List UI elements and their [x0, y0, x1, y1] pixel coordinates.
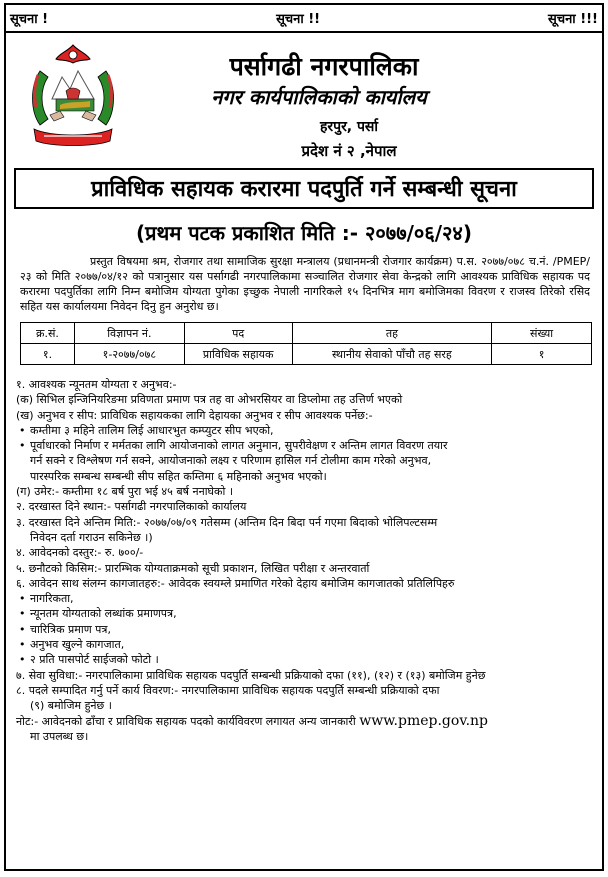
requirement-line: ७. सेवा सुविधा:- नगरपालिकामा प्राविधिक सहायक पदपुर्ति सम्बन्धी प्रक्रियाको दफा (११), (१२) र (१३) बमोजिम हुनेछ — [16, 668, 486, 682]
pmep-website-link[interactable]: www.pmep.gov.np — [359, 712, 488, 729]
notice-title: प्राविधिक सहायक करारमा पदपुर्ति गर्ने सम्बन्धी सूचना — [14, 168, 594, 209]
vacancy-table — [20, 322, 592, 365]
requirement-line: २. दरखास्त दिने स्थान:- पर्सागढी नगरपालिकाको कार्यालय — [16, 500, 247, 514]
notice-topbar — [6, 5, 602, 33]
document-bullet: • २ प्रति पासपोर्ट साईजको फोटो । — [16, 652, 594, 667]
requirement-line: पारस्परिक सम्बन्ध सम्बन्धी सीप सहित कम्तिमा ६ महिनाको अनुभव भएको। — [30, 469, 327, 483]
publication-date: (प्रथम पटक प्रकाशित मिति :- २०७७/०६/२४) — [136, 221, 472, 245]
document-bullet: • नागरिकता, — [16, 591, 594, 606]
requirement-line: गर्न सक्ने र विश्लेषण गर्न सक्ने, आयोजनाको लक्ष्य र परिणाम हासिल गर्न टोलीमा काम गरेको अनुभव, — [30, 454, 432, 468]
note-text: नोट:- आवेदनको ढाँचा र प्राविधिक सहायक पदको कार्यविवरण लगायत अन्य जानकारी — [16, 714, 356, 728]
requirement-line: ४. आवेदनको दस्तुर:- रु. ७००/- — [16, 546, 144, 560]
office-name: नगर कार्यपालिकाको कार्यालय — [211, 85, 427, 109]
document-bullet: • चारित्रिक प्रमाण पत्र, — [16, 622, 594, 637]
requirement-bullet: • पूर्वाधारको निर्माण र मर्मतका लागि आयोजनाको लागत अनुमान, सुपरीवेक्षण र अन्तिम लागत विवरण तयार — [16, 438, 594, 453]
requirement-line: (ख) अनुभव र सीप: प्राविधिक सहायकका लागि देहायका अनुभव र सीप आवश्यक पर्नेछ:- — [16, 408, 373, 422]
table-header-cell: क्र.सं. — [21, 323, 75, 344]
org-name: पर्सागढी नगरपालिका — [229, 52, 419, 81]
table-cell: स्थानीय सेवाको पाँचौ तह सरह — [292, 344, 492, 365]
requirement-line: निवेदन दर्ता गराउन सकिनेछ ।) — [30, 530, 153, 544]
requirement-line: (क) सिभिल इन्जिनियरिङमा प्रविणता प्रमाण पत्र तह वा ओभरसियर वा डिप्लोमा तह उत्तिर्ण भएको — [16, 393, 403, 407]
requirement-bullet: • कम्तीमा ३ महिने तालिम लिई आधारभुत कम्प्युटर सीप भएको, — [16, 423, 594, 438]
intro-paragraph: प्रस्तुत विषयमा श्रम, रोजगार तथा सामाजिक सुरक्षा मन्त्रालय (प्रधानमन्त्री रोजगार कार्यक्रम) प.स. २०७७/०७८ च.नं. /PMEP/२३ को मिति २०७७/०४/१२ को पत्रानुसार यस पर्सागढी नगरपालिकामा सञ्चालित रोजगार सेवा केन्द्रको लागि आवश्यक प्राविधिक सहायक पद करारमा पदपुर्तिका लागि निम्न बमोजिम योग्यता पुगेका इच्छुक नेपाली नागरिकले १५ दिनभित्र माग बमोजिमका विवरण र राजस्व तिरेको रसिद सहित यस कार्यालयमा निवेदन दिनु हुन अनुरोध छ। — [20, 255, 590, 313]
requirement-line: ३. दरखास्त दिने अन्तिम मिति:- २०७७/०७/०९ गतेसम्म (अन्तिम दिन बिदा पर्न गएमा बिदाको भोलिपल्टसम्म — [16, 515, 438, 529]
document-bullet: • न्यूनतम योग्यताको लब्धांक प्रमाणपत्र, — [16, 606, 594, 621]
letterhead — [6, 33, 602, 168]
notice-page — [4, 3, 604, 871]
notice-tag-left: सूचना ! — [10, 12, 49, 27]
table-header-cell: विज्ञापन नं. — [74, 323, 184, 344]
requirement-line: (ग) उमेर:- कम्तीमा १८ बर्ष पुरा भई ४५ बर्ष ननाघेको । — [16, 485, 234, 499]
table-cell: प्राविधिक सहायक — [184, 344, 292, 365]
notice-tag-right: सूचना !!! — [548, 12, 598, 27]
notice-tag-center: सूचना !! — [276, 12, 321, 27]
requirement-line: ६. आवेदन साथ संलग्न कागजातहरु:- आवेदक स्वयम्ले प्रमाणित गरेको देहाय बमोजिम कागजातको प्रतिलिपिहरु — [16, 576, 455, 590]
table-header-cell: तह — [292, 323, 492, 344]
requirements-section — [16, 377, 594, 744]
table-cell: १. — [21, 344, 75, 365]
table-row — [21, 344, 592, 365]
table-cell: १ — [492, 344, 592, 365]
note-line-continued: मा उपलब्ध छ। — [30, 729, 89, 743]
note-line — [16, 714, 594, 729]
table-header-cell: पद — [184, 323, 292, 344]
requirement-line: ५. छनौटको किसिम:- प्रारम्भिक योग्यताक्रमको सूची प्रकाशन, लिखित परीक्षा र अन्तरवार्ता — [16, 561, 370, 575]
office-province: प्रदेश नं २ ,नेपाल — [301, 142, 397, 160]
requirement-line: ८. पदले सम्पादित गर्नु पर्ने कार्य विवरण:- नगरपालिकामा प्राविधिक सहायक पदपुर्ति सम्बन्धी प्रक्रियाको दफा — [16, 683, 440, 697]
table-cell: १-२०७७/०७८ — [74, 344, 184, 365]
requirement-line: (९) बमोजिम हुनेछ । — [30, 699, 112, 713]
table-header-row — [21, 323, 592, 344]
table-header-cell: संख्या — [492, 323, 592, 344]
document-bullet: • अनुभव खुल्ने कागजात, — [16, 637, 594, 652]
requirement-line: १. आवश्यक न्यूनतम योग्यता र अनुभव:- — [16, 378, 177, 391]
office-address: हरपुर, पर्सा — [319, 119, 379, 135]
